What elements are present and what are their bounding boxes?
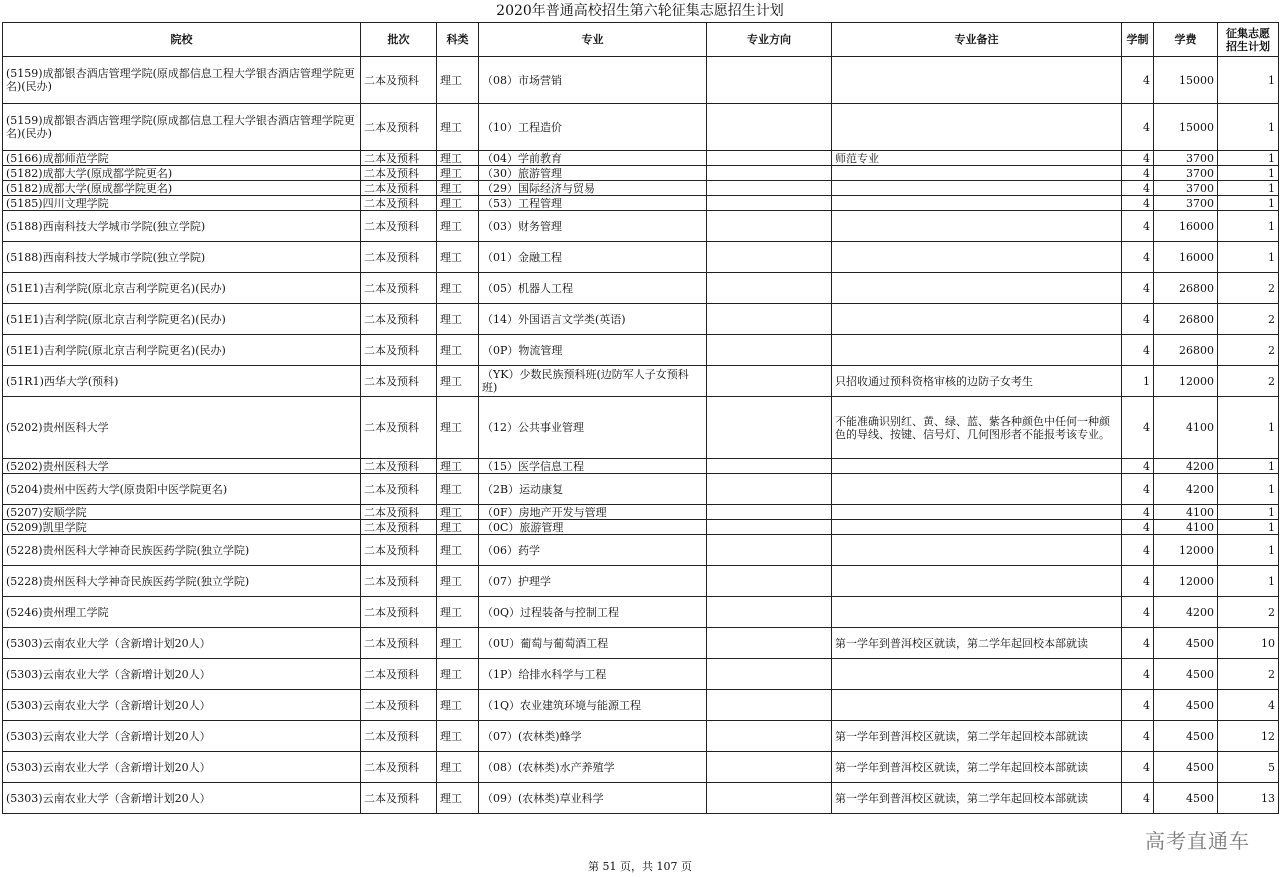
cell-fee: 26800 [1154, 304, 1218, 335]
header-batch: 批次 [361, 23, 437, 57]
cell-plan: 1 [1218, 181, 1279, 196]
cell-note [832, 57, 1122, 104]
cell-plan: 2 [1218, 304, 1279, 335]
cell-direction [707, 397, 832, 459]
cell-school: (5303)云南农业大学（含新增计划20人） [3, 783, 361, 814]
cell-fee: 4100 [1154, 520, 1218, 535]
table-row [3, 366, 1279, 397]
cell-fee: 15000 [1154, 104, 1218, 151]
admission-plan-table [2, 22, 1279, 814]
cell-school: (5159)成都银杏酒店管理学院(原成都信息工程大学银杏酒店管理学院更名)(民办) [3, 57, 361, 104]
cell-note [832, 459, 1122, 474]
cell-batch: 二本及预科 [361, 104, 437, 151]
cell-batch: 二本及预科 [361, 166, 437, 181]
cell-fee: 3700 [1154, 181, 1218, 196]
cell-school: (5188)西南科技大学城市学院(独立学院) [3, 242, 361, 273]
cell-direction [707, 335, 832, 366]
cell-major: （1P）给排水科学与工程 [479, 659, 707, 690]
cell-school: (5228)贵州医科大学神奇民族医药学院(独立学院) [3, 535, 361, 566]
cell-direction [707, 721, 832, 752]
cell-plan: 2 [1218, 335, 1279, 366]
cell-years: 4 [1122, 211, 1154, 242]
cell-major: （15）医学信息工程 [479, 459, 707, 474]
cell-batch: 二本及预科 [361, 721, 437, 752]
cell-fee: 4200 [1154, 459, 1218, 474]
table-row [3, 535, 1279, 566]
cell-fee: 4100 [1154, 397, 1218, 459]
cell-years: 1 [1122, 366, 1154, 397]
cell-school: (5303)云南农业大学（含新增计划20人） [3, 628, 361, 659]
table-row [3, 597, 1279, 628]
cell-batch: 二本及预科 [361, 474, 437, 505]
cell-note [832, 535, 1122, 566]
cell-years: 4 [1122, 597, 1154, 628]
cell-plan: 2 [1218, 366, 1279, 397]
cell-fee: 4200 [1154, 597, 1218, 628]
cell-category: 理工 [437, 335, 479, 366]
cell-category: 理工 [437, 104, 479, 151]
cell-plan: 1 [1218, 505, 1279, 520]
cell-years: 4 [1122, 335, 1154, 366]
cell-school: (51E1)吉利学院(原北京吉利学院更名)(民办) [3, 304, 361, 335]
cell-direction [707, 211, 832, 242]
cell-fee: 4500 [1154, 721, 1218, 752]
cell-batch: 二本及预科 [361, 211, 437, 242]
header-direction: 专业方向 [707, 23, 832, 57]
cell-note [832, 196, 1122, 211]
cell-note: 第一学年到普洱校区就读，第二学年起回校本部就读 [832, 628, 1122, 659]
cell-category: 理工 [437, 242, 479, 273]
cell-direction [707, 783, 832, 814]
cell-school: (5182)成都大学(原成都学院更名) [3, 166, 361, 181]
cell-fee: 4500 [1154, 752, 1218, 783]
cell-direction [707, 535, 832, 566]
cell-major: （14）外国语言文学类(英语) [479, 304, 707, 335]
cell-school: (5303)云南农业大学（含新增计划20人） [3, 721, 361, 752]
cell-years: 4 [1122, 57, 1154, 104]
table-row [3, 474, 1279, 505]
cell-fee: 4500 [1154, 628, 1218, 659]
header-years: 学制 [1122, 23, 1154, 57]
cell-school: (5228)贵州医科大学神奇民族医药学院(独立学院) [3, 566, 361, 597]
cell-note [832, 659, 1122, 690]
cell-plan: 2 [1218, 273, 1279, 304]
cell-direction [707, 566, 832, 597]
cell-years: 4 [1122, 166, 1154, 181]
cell-batch: 二本及预科 [361, 57, 437, 104]
cell-years: 4 [1122, 242, 1154, 273]
cell-school: (5182)成都大学(原成都学院更名) [3, 181, 361, 196]
cell-plan: 1 [1218, 196, 1279, 211]
cell-major: （0U）葡萄与葡萄酒工程 [479, 628, 707, 659]
header-category: 科类 [437, 23, 479, 57]
cell-years: 4 [1122, 505, 1154, 520]
cell-direction [707, 304, 832, 335]
cell-plan: 1 [1218, 211, 1279, 242]
cell-direction [707, 505, 832, 520]
cell-fee: 12000 [1154, 535, 1218, 566]
cell-batch: 二本及预科 [361, 459, 437, 474]
cell-fee: 12000 [1154, 366, 1218, 397]
table-row [3, 104, 1279, 151]
table-row [3, 459, 1279, 474]
cell-plan: 1 [1218, 535, 1279, 566]
cell-category: 理工 [437, 166, 479, 181]
cell-direction [707, 273, 832, 304]
table-row [3, 566, 1279, 597]
page-title: 2020年普通高校招生第六轮征集志愿招生计划 [496, 3, 784, 19]
cell-batch: 二本及预科 [361, 196, 437, 211]
cell-note [832, 520, 1122, 535]
cell-batch: 二本及预科 [361, 628, 437, 659]
cell-note: 师范专业 [832, 151, 1122, 166]
cell-plan: 1 [1218, 474, 1279, 505]
cell-fee: 3700 [1154, 151, 1218, 166]
cell-direction [707, 196, 832, 211]
table-row [3, 57, 1279, 104]
cell-major: （0P）物流管理 [479, 335, 707, 366]
cell-category: 理工 [437, 566, 479, 597]
cell-note: 第一学年到普洱校区就读，第二学年起回校本部就读 [832, 783, 1122, 814]
cell-years: 4 [1122, 721, 1154, 752]
cell-plan: 1 [1218, 242, 1279, 273]
cell-school: (5207)安顺学院 [3, 505, 361, 520]
cell-major: （03）财务管理 [479, 211, 707, 242]
cell-major: （30）旅游管理 [479, 166, 707, 181]
table-row [3, 752, 1279, 783]
cell-note [832, 211, 1122, 242]
cell-category: 理工 [437, 535, 479, 566]
cell-note [832, 104, 1122, 151]
cell-major: （2B）运动康复 [479, 474, 707, 505]
cell-batch: 二本及预科 [361, 366, 437, 397]
table-row [3, 628, 1279, 659]
table-header-row [3, 23, 1279, 57]
cell-batch: 二本及预科 [361, 566, 437, 597]
cell-note [832, 690, 1122, 721]
cell-school: (5303)云南农业大学（含新增计划20人） [3, 752, 361, 783]
cell-major: （0C）旅游管理 [479, 520, 707, 535]
cell-plan: 1 [1218, 397, 1279, 459]
cell-fee: 4500 [1154, 659, 1218, 690]
cell-years: 4 [1122, 459, 1154, 474]
cell-direction [707, 366, 832, 397]
table-row [3, 659, 1279, 690]
cell-fee: 26800 [1154, 335, 1218, 366]
cell-category: 理工 [437, 304, 479, 335]
cell-note [832, 566, 1122, 597]
cell-category: 理工 [437, 628, 479, 659]
table-row [3, 397, 1279, 459]
cell-years: 4 [1122, 628, 1154, 659]
cell-plan: 1 [1218, 57, 1279, 104]
header-fee: 学费 [1154, 23, 1218, 57]
cell-note: 只招收通过预科资格审核的边防子女考生 [832, 366, 1122, 397]
cell-school: (5188)西南科技大学城市学院(独立学院) [3, 211, 361, 242]
cell-category: 理工 [437, 181, 479, 196]
cell-fee: 4100 [1154, 505, 1218, 520]
cell-direction [707, 151, 832, 166]
table-row [3, 304, 1279, 335]
cell-years: 4 [1122, 273, 1154, 304]
cell-plan: 2 [1218, 597, 1279, 628]
cell-batch: 二本及预科 [361, 242, 437, 273]
cell-major: （10）工程造价 [479, 104, 707, 151]
cell-years: 4 [1122, 151, 1154, 166]
cell-years: 4 [1122, 690, 1154, 721]
cell-batch: 二本及预科 [361, 335, 437, 366]
cell-major: （04）学前教育 [479, 151, 707, 166]
cell-note [832, 474, 1122, 505]
cell-fee: 15000 [1154, 57, 1218, 104]
cell-direction [707, 459, 832, 474]
cell-school: (5246)贵州理工学院 [3, 597, 361, 628]
cell-years: 4 [1122, 196, 1154, 211]
cell-batch: 二本及预科 [361, 505, 437, 520]
cell-direction [707, 166, 832, 181]
cell-school: (5303)云南农业大学（含新增计划20人） [3, 690, 361, 721]
cell-batch: 二本及预科 [361, 535, 437, 566]
cell-note: 第一学年到普洱校区就读，第二学年起回校本部就读 [832, 721, 1122, 752]
cell-category: 理工 [437, 520, 479, 535]
cell-fee: 3700 [1154, 166, 1218, 181]
cell-category: 理工 [437, 459, 479, 474]
cell-note [832, 335, 1122, 366]
cell-fee: 4500 [1154, 783, 1218, 814]
cell-years: 4 [1122, 397, 1154, 459]
cell-direction [707, 104, 832, 151]
cell-school: (5159)成都银杏酒店管理学院(原成都信息工程大学银杏酒店管理学院更名)(民办) [3, 104, 361, 151]
cell-years: 4 [1122, 520, 1154, 535]
cell-school: (5209)凯里学院 [3, 520, 361, 535]
cell-batch: 二本及预科 [361, 397, 437, 459]
cell-school: (51E1)吉利学院(原北京吉利学院更名)(民办) [3, 273, 361, 304]
cell-batch: 二本及预科 [361, 597, 437, 628]
cell-years: 4 [1122, 783, 1154, 814]
cell-years: 4 [1122, 752, 1154, 783]
cell-batch: 二本及预科 [361, 520, 437, 535]
cell-note [832, 181, 1122, 196]
table-row [3, 181, 1279, 196]
cell-category: 理工 [437, 597, 479, 628]
header-school: 院校 [3, 23, 361, 57]
cell-category: 理工 [437, 273, 479, 304]
cell-major: （01）金融工程 [479, 242, 707, 273]
cell-plan: 12 [1218, 721, 1279, 752]
cell-fee: 3700 [1154, 196, 1218, 211]
cell-batch: 二本及预科 [361, 151, 437, 166]
cell-fee: 26800 [1154, 273, 1218, 304]
cell-note: 不能准确识别红、黄、绿、蓝、紫各种颜色中任何一种颜色的导线、按键、信号灯、几何图形者不能报考该专业。 [832, 397, 1122, 459]
cell-major: （0F）房地产开发与管理 [479, 505, 707, 520]
cell-years: 4 [1122, 474, 1154, 505]
cell-school: (51R1)西华大学(预科) [3, 366, 361, 397]
cell-note: 第一学年到普洱校区就读，第二学年起回校本部就读 [832, 752, 1122, 783]
cell-fee: 4500 [1154, 690, 1218, 721]
cell-plan: 1 [1218, 459, 1279, 474]
cell-years: 4 [1122, 104, 1154, 151]
cell-direction [707, 181, 832, 196]
table-row [3, 166, 1279, 181]
table-row [3, 690, 1279, 721]
table-row [3, 242, 1279, 273]
cell-plan: 1 [1218, 151, 1279, 166]
table-row [3, 211, 1279, 242]
table-row [3, 196, 1279, 211]
cell-school: (5204)贵州中医药大学(原贵阳中医学院更名) [3, 474, 361, 505]
cell-major: （05）机器人工程 [479, 273, 707, 304]
header-plan: 征集志愿招生计划 [1218, 23, 1279, 57]
table-row [3, 520, 1279, 535]
header-note: 专业备注 [832, 23, 1122, 57]
cell-school: (5185)四川文理学院 [3, 196, 361, 211]
cell-batch: 二本及预科 [361, 273, 437, 304]
cell-category: 理工 [437, 752, 479, 783]
table-row [3, 783, 1279, 814]
table-row [3, 151, 1279, 166]
cell-years: 4 [1122, 566, 1154, 597]
cell-years: 4 [1122, 659, 1154, 690]
cell-note [832, 304, 1122, 335]
cell-school: (5202)贵州医科大学 [3, 459, 361, 474]
cell-direction [707, 597, 832, 628]
cell-major: （09）(农林类)草业科学 [479, 783, 707, 814]
cell-note [832, 597, 1122, 628]
cell-school: (5166)成都师范学院 [3, 151, 361, 166]
cell-years: 4 [1122, 181, 1154, 196]
cell-category: 理工 [437, 151, 479, 166]
cell-plan: 1 [1218, 166, 1279, 181]
cell-major: （08）(农林类)水产养殖学 [479, 752, 707, 783]
table-row [3, 273, 1279, 304]
cell-years: 4 [1122, 535, 1154, 566]
cell-school: (51E1)吉利学院(原北京吉利学院更名)(民办) [3, 335, 361, 366]
cell-fee: 16000 [1154, 242, 1218, 273]
cell-category: 理工 [437, 211, 479, 242]
table-row [3, 721, 1279, 752]
cell-fee: 12000 [1154, 566, 1218, 597]
cell-batch: 二本及预科 [361, 659, 437, 690]
cell-plan: 1 [1218, 104, 1279, 151]
cell-plan: 1 [1218, 520, 1279, 535]
cell-batch: 二本及预科 [361, 304, 437, 335]
cell-category: 理工 [437, 474, 479, 505]
cell-category: 理工 [437, 366, 479, 397]
cell-plan: 2 [1218, 659, 1279, 690]
cell-note [832, 242, 1122, 273]
cell-major: （1Q）农业建筑环境与能源工程 [479, 690, 707, 721]
cell-direction [707, 628, 832, 659]
cell-major: （08）市场营销 [479, 57, 707, 104]
cell-major: （12）公共事业管理 [479, 397, 707, 459]
cell-plan: 10 [1218, 628, 1279, 659]
table-row [3, 335, 1279, 366]
cell-major: （06）药学 [479, 535, 707, 566]
cell-category: 理工 [437, 783, 479, 814]
cell-direction [707, 242, 832, 273]
cell-major: （53）工程管理 [479, 196, 707, 211]
cell-direction [707, 57, 832, 104]
cell-batch: 二本及预科 [361, 752, 437, 783]
cell-note [832, 166, 1122, 181]
cell-plan: 13 [1218, 783, 1279, 814]
cell-plan: 5 [1218, 752, 1279, 783]
cell-direction [707, 474, 832, 505]
cell-fee: 16000 [1154, 211, 1218, 242]
cell-category: 理工 [437, 57, 479, 104]
cell-years: 4 [1122, 304, 1154, 335]
cell-direction [707, 659, 832, 690]
cell-batch: 二本及预科 [361, 690, 437, 721]
cell-school: (5303)云南农业大学（含新增计划20人） [3, 659, 361, 690]
cell-major: （29）国际经济与贸易 [479, 181, 707, 196]
cell-plan: 1 [1218, 566, 1279, 597]
cell-major: （07）护理学 [479, 566, 707, 597]
cell-category: 理工 [437, 721, 479, 752]
cell-batch: 二本及预科 [361, 783, 437, 814]
watermark: 高考直通车 [1145, 829, 1250, 853]
cell-direction [707, 520, 832, 535]
header-major: 专业 [479, 23, 707, 57]
table-body [3, 57, 1279, 814]
cell-major: （07）(农林类)蜂学 [479, 721, 707, 752]
cell-category: 理工 [437, 196, 479, 211]
cell-category: 理工 [437, 690, 479, 721]
cell-note [832, 505, 1122, 520]
cell-fee: 4200 [1154, 474, 1218, 505]
cell-school: (5202)贵州医科大学 [3, 397, 361, 459]
cell-plan: 4 [1218, 690, 1279, 721]
cell-category: 理工 [437, 505, 479, 520]
page-footer: 第 51 页，共 107 页 [588, 860, 692, 873]
cell-major: （YK）少数民族预科班(边防军人子女预科班) [479, 366, 707, 397]
cell-note [832, 273, 1122, 304]
cell-category: 理工 [437, 397, 479, 459]
cell-category: 理工 [437, 659, 479, 690]
cell-direction [707, 752, 832, 783]
table-row [3, 505, 1279, 520]
cell-major: （0Q）过程装备与控制工程 [479, 597, 707, 628]
cell-batch: 二本及预科 [361, 181, 437, 196]
cell-direction [707, 690, 832, 721]
